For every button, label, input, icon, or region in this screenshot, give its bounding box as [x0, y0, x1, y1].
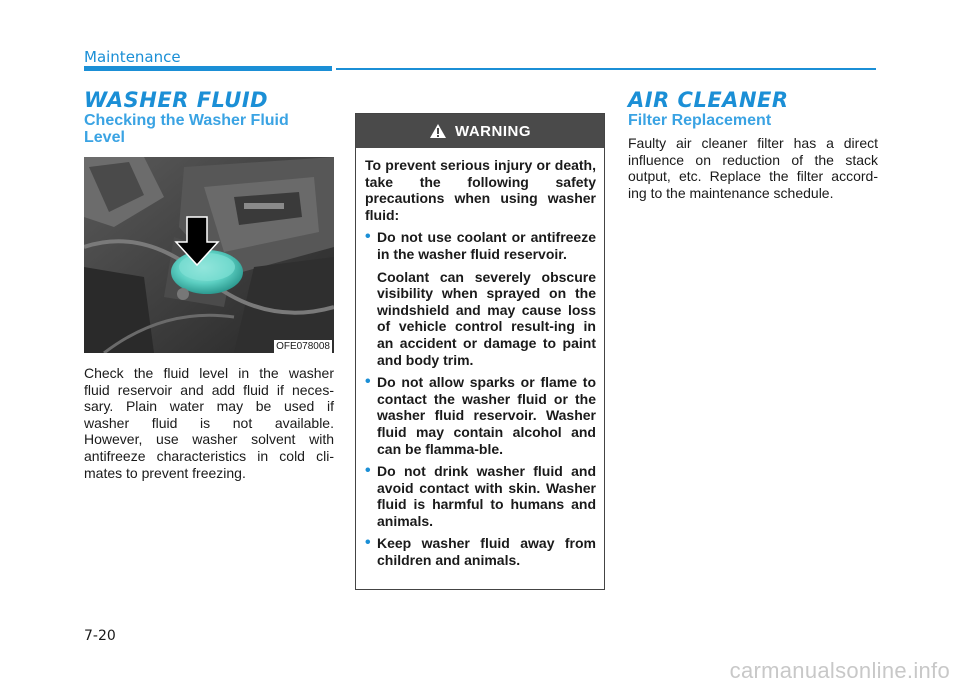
engine-bay-photo: [84, 157, 334, 353]
washer-fluid-body: Check the fluid level in the washer fluid reservoir and add fluid if neces- sary. Plain water may be used if washer fluid is not available. However, use washer solvent with antifreeze characteristics in cold cli- mates to prevent freezing.: [84, 365, 334, 481]
warning-header: [356, 114, 604, 148]
header-rule: [336, 68, 876, 70]
warning-item: • Keep washer fluid away from children and animals.: [365, 534, 596, 569]
filter-replacement-heading: Filter Replacement: [628, 112, 772, 129]
warning-body: [356, 148, 604, 569]
page-number: 7-20: [84, 628, 116, 644]
bullet-icon: •: [365, 373, 371, 391]
warning-triangle-icon: [429, 123, 447, 139]
warning-list: [365, 229, 596, 568]
engine-bay-illustration: [84, 157, 334, 353]
air-cleaner-body: Faulty air cleaner filter has a direct influence on reduction of the stack output, etc. Replace the filter accord- ing to the maintenance schedule.: [628, 135, 878, 201]
header-bar: [84, 66, 332, 71]
bullet-icon: •: [365, 228, 371, 246]
warning-label: WARNING: [455, 122, 531, 140]
figure-code: OFE078008: [276, 341, 330, 352]
bullet-icon: •: [365, 462, 371, 480]
warning-item: • Do not drink washer fluid and avoid contact with skin. Washer fluid is harmful to humans and animals.: [365, 462, 596, 529]
checking-level-heading: Checking the Washer Fluid Level: [84, 112, 289, 146]
warning-intro: To prevent serious injury or death, take the following safety precautions when using washer fluid:: [365, 157, 596, 223]
bullet-icon: •: [365, 534, 371, 552]
air-cleaner-title: AIR CLEANER: [628, 88, 789, 112]
section-label: Maintenance: [84, 48, 181, 66]
washer-fluid-title: WASHER FLUID: [84, 88, 269, 112]
watermark: carmanualsonline.info: [729, 658, 950, 683]
warning-item: • Do not use coolant or antifreeze in the washer fluid reservoir. Coolant can severely obscure visibility when sprayed on the windshield and may cause loss of vehicle control result-ing in an accident or damage to paint and body trim.: [365, 228, 596, 368]
warning-item: • Do not allow sparks or flame to contact the washer fluid or the washer fluid reservoir. Washer fluid may contain alcohol and can be flamma-ble.: [365, 373, 596, 457]
warning-box: [355, 113, 605, 590]
